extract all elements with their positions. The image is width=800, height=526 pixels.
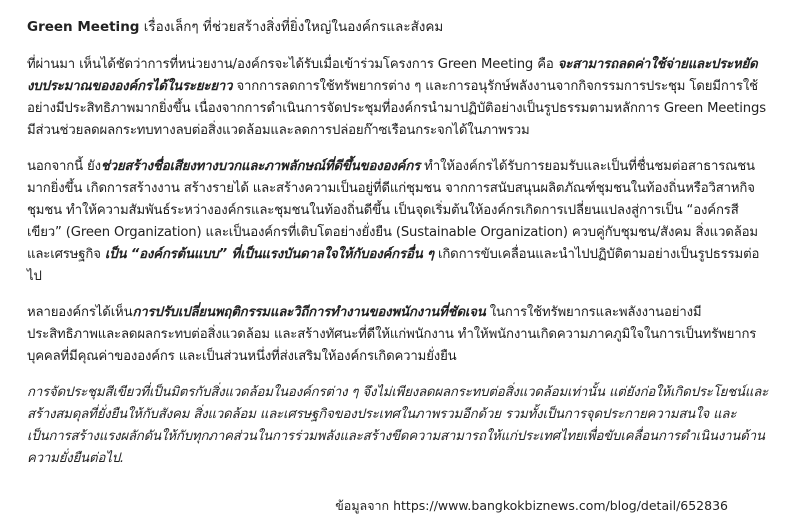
p3-emphasis-1: การปรับเปลี่ยนพฤติกรรมและวิถีการทำงานของพนักงานที่ชัดเจน bbox=[132, 305, 486, 320]
p4-text: การจัดประชุมสีเขียวที่เป็นมิตรกับสิ่งแวดล้อมในองค์กรต่าง ๆ จึงไม่เพียงลดผลกระทบต่อสิ่งแวดล้อมเท่านั้น แต่ยังก่อให้เกิดประโยชน์และสร้างสมดุลที่ยั่งยืนให้กับสังคม สิ่งแวดล้อม และเศรษฐกิจของประเทศในภาพรวมอีกด้วย รวมทั้งเป็นการจุดประกายความสนใจ และเป็นการสร้างแรงผลักดันให้กับทุกภาคส่วนในการร่วมพลังและสร้างขีดความสามารถให้แก่ประเทศไทยเพื่อขับเคลื่อนการดำเนินงานด้านความยั่งยืนต่อไป. bbox=[27, 385, 769, 466]
p2-emphasis-2: เป็น “องค์กรต้นแบบ” ที่เป็นแรงบันดาลใจให้กับองค์กรอื่น ๆ bbox=[104, 247, 434, 262]
paragraph-conclusion bbox=[27, 382, 772, 470]
paragraph-employee-behavior bbox=[27, 302, 772, 368]
p1-text-1: ที่ผ่านมา เห็นได้ชัดว่าการที่หน่วยงาน/องค์กรจะได้รับเมื่อเข้าร่วมโครงการ Green Meeting คือ bbox=[27, 57, 558, 72]
title-rest: เรื่องเล็กๆ ที่ช่วยสร้างสิ่งที่ยิ่งใหญ่ในองค์กรและสังคม bbox=[139, 19, 444, 35]
p3-text-1: หลายองค์กรได้เห็น bbox=[27, 305, 133, 320]
p1-text-2: จากการลดการใช้ทรัพยากรต่าง ๆ และการอนุรักษ์พลังงานจากกิจกรรมการประชุม โดยมีการใช้อย่างมีประสิทธิภาพมากยิ่งขึ้น เนื่องจากการดำเนินการจัดประชุมที่องค์กรนำมาปฏิบัติอย่างเป็นรูปธรรมตามหลักการ Green Meetings มีส่วนช่วยลดผลกระทบทางลบต่อสิ่งแวดล้อมและลดการปล่อยก๊าซเรือนกระจกได้ในภาพรวม bbox=[27, 79, 766, 138]
p2-emphasis-1: ช่วยสร้างชื่อเสียงทางบวกและภาพลักษณ์ที่ดีขึ้นขององค์กร bbox=[100, 159, 421, 174]
title-lead: Green Meeting bbox=[27, 19, 140, 35]
p1-emphasis-1: จะสามารถลดค่าใช้จ่ายและประหยัดงบประมาณขององค์กรได้ในระยะยาว bbox=[27, 57, 758, 94]
source-credit: ข้อมูลจาก https://www.bangkokbiznews.com/blog/detail/652836 bbox=[335, 498, 728, 513]
paragraph-cost-savings bbox=[27, 54, 772, 142]
p2-text-2: ทำให้องค์กรได้รับการยอมรับและเป็นที่ชื่นชมต่อสาธารณชนมากยิ่งขึ้น เกิดการสร้างงาน สร้างรายได้ และสร้างความเป็นอยู่ที่ดีแก่ชุมชน จากการสนับสนุนผลิตภัณฑ์ชุมชนในท้องถิ่นหรือวิสาหกิจชุมชน ทำให้ความสัมพันธ์ระหว่างองค์กรและชุมชนในท้องถิ่นดีขึ้น เป็นจุดเริ่มต้นให้องค์กรเกิดการเปลี่ยนแปลงสู่การเป็น “องค์กรสีเขียว” (Green Organization) และเป็นองค์กรที่เติบโตอย่างยั่งยืน (Sustainable Organization) ควบคู่กับชุมชน/สังคม สิ่งแวดล้อม และเศรษฐกิจ bbox=[27, 159, 758, 262]
article-title bbox=[27, 16, 772, 38]
p3-text-2: ในการใช้ทรัพยากรและพลังงานอย่างมีประสิทธิภาพและลดผลกระทบต่อสิ่งแวดล้อม และสร้างทัศนะที่ดีให้แก่พนักงาน ทำให้พนักงานเกิดความภาคภูมิใจในการเป็นทรัพยากรบุคคลที่มีคุณค่าขององค์กร และเป็นส่วนหนึ่งที่ส่งเสริมให้องค์กรเกิดความยั่งยืน bbox=[27, 305, 757, 364]
paragraph-reputation bbox=[27, 156, 772, 288]
p2-text-3: เกิดการขับเคลื่อนและนำไปปฏิบัติตามอย่างเป็นรูปธรรมต่อไป bbox=[27, 247, 760, 284]
p2-text-1: นอกจากนี้ ยัง bbox=[27, 159, 101, 174]
